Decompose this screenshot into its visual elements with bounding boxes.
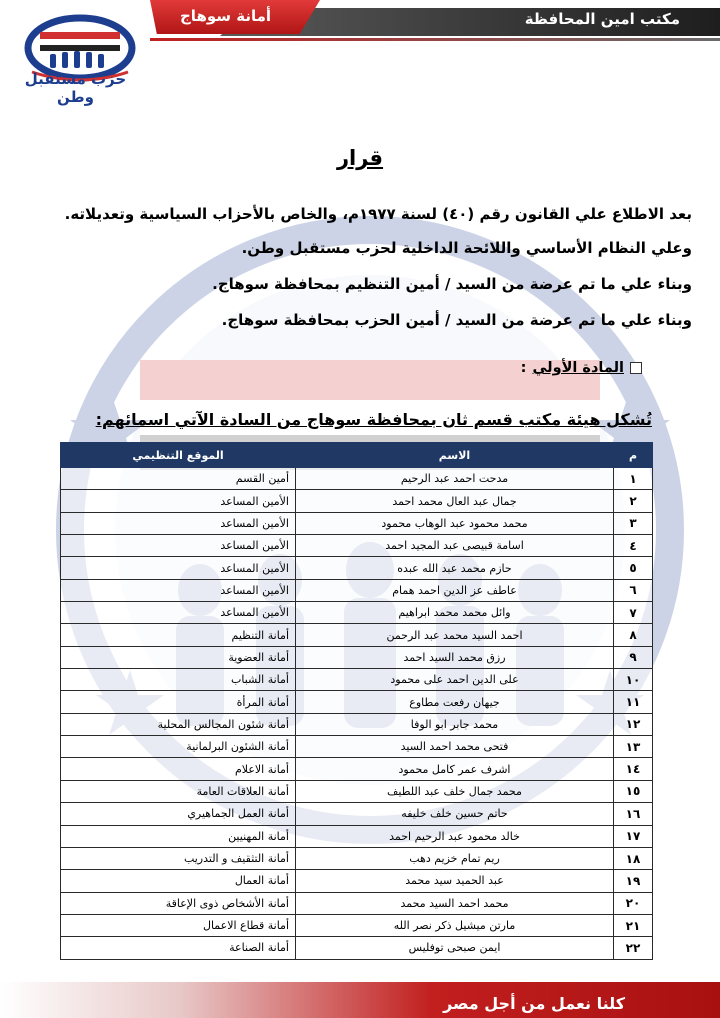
member-name: حازم محمد عبد الله عبده	[296, 557, 614, 579]
member-position: أمانة التنظيم	[61, 624, 296, 646]
row-number: ٢٢	[614, 937, 653, 959]
members-table	[60, 442, 653, 960]
member-position: أمانة الاعلام	[61, 758, 296, 780]
table-row	[61, 691, 653, 713]
row-number: ٢	[614, 490, 653, 512]
preamble-line-2: وعلي النظام الأساسي واللائحة الداخلية لحزب مستقبل وطن.	[241, 239, 692, 257]
row-number: ٧	[614, 602, 653, 624]
row-number: ١٣	[614, 736, 653, 758]
table-row	[61, 847, 653, 869]
member-name: على الدين احمد على محمود	[296, 669, 614, 691]
row-number: ٥	[614, 557, 653, 579]
member-position: أمانة شئون المجالس المحلية	[61, 713, 296, 735]
member-name: حاتم حسين خلف خليفه	[296, 803, 614, 825]
member-name: فتحى محمد احمد السيد	[296, 736, 614, 758]
member-name: مارتن ميشيل ذكر نصر الله	[296, 914, 614, 936]
row-number: ١٥	[614, 780, 653, 802]
members-table-wrap	[60, 442, 653, 960]
table-row	[61, 512, 653, 534]
member-position: أمانة الشباب	[61, 669, 296, 691]
table-row	[61, 713, 653, 735]
article-colon: :	[520, 360, 527, 376]
member-position: أمانة العمال	[61, 870, 296, 892]
table-row	[61, 624, 653, 646]
header-position: الموقع التنظيمي	[61, 443, 296, 468]
member-name: عبد الحميد سيد محمد	[296, 870, 614, 892]
member-position: الأمين المساعد	[61, 512, 296, 534]
row-number: ١٠	[614, 669, 653, 691]
table-row	[61, 602, 653, 624]
checkbox-icon	[630, 362, 642, 374]
row-number: ٤	[614, 535, 653, 557]
preamble-line-1: بعد الاطلاع علي القانون رقم (٤٠) لسنة ١٩٧٧م، والخاص بالأحزاب السياسية وتعديلاته.	[64, 205, 692, 223]
row-number: ٢١	[614, 914, 653, 936]
table-row	[61, 870, 653, 892]
member-position: أمانة الأشخاص ذوى الإعاقة	[61, 892, 296, 914]
member-name: جمال عبد العال محمد احمد	[296, 490, 614, 512]
header-num: م	[614, 443, 653, 468]
row-number: ١١	[614, 691, 653, 713]
member-position: أمانة العمل الجماهيري	[61, 803, 296, 825]
member-position: أمانة المهنيين	[61, 825, 296, 847]
table-row	[61, 557, 653, 579]
decision-intro: تُشكل هيئة مكتب قسم ثان بمحافظة سوهاج من السادة الآتي اسمائهم:	[95, 410, 652, 429]
member-name: محمد جمال خلف عبد اللطيف	[296, 780, 614, 802]
row-number: ١٧	[614, 825, 653, 847]
member-position: أمين القسم	[61, 468, 296, 490]
member-position: أمانة قطاع الاعمال	[61, 914, 296, 936]
header-name: الاسم	[296, 443, 614, 468]
row-number: ١٤	[614, 758, 653, 780]
page-title: قرار	[336, 146, 384, 170]
footer-bar	[0, 982, 720, 1018]
row-number: ٩	[614, 646, 653, 668]
member-name: عاطف عز الدين احمد همام	[296, 579, 614, 601]
member-position: الأمين المساعد	[61, 490, 296, 512]
member-name: رزق محمد السيد احمد	[296, 646, 614, 668]
table-row	[61, 535, 653, 557]
row-number: ٢٠	[614, 892, 653, 914]
table-row	[61, 579, 653, 601]
row-number: ١٢	[614, 713, 653, 735]
member-name: اشرف عمر كامل محمود	[296, 758, 614, 780]
member-position: أمانة الشئون البرلمانية	[61, 736, 296, 758]
member-name: خالد محمود عبد الرحيم احمد	[296, 825, 614, 847]
table-row	[61, 758, 653, 780]
row-number: ١٩	[614, 870, 653, 892]
member-name: محمد احمد السيد محمد	[296, 892, 614, 914]
member-position: الأمين المساعد	[61, 579, 296, 601]
member-position: أمانة الصناعة	[61, 937, 296, 959]
member-name: وائل محمد محمد ابراهيم	[296, 602, 614, 624]
member-name: اسامة قبيصى عبد المجيد احمد	[296, 535, 614, 557]
table-row	[61, 669, 653, 691]
table-row	[61, 780, 653, 802]
article-label: المادة الأولي	[532, 360, 624, 376]
preamble-line-3: وبناء علي ما تم عرضة من السيد / أمين التنظيم بمحافظة سوهاج.	[212, 275, 692, 293]
table-row	[61, 825, 653, 847]
member-position: الأمين المساعد	[61, 602, 296, 624]
table-row	[61, 646, 653, 668]
row-number: ١٦	[614, 803, 653, 825]
table-row	[61, 803, 653, 825]
branch-name: أمانة سوهاج	[180, 7, 272, 25]
party-name: حزب مستقبل وطن	[24, 70, 127, 106]
member-name: ريم تمام خزيم دهب	[296, 847, 614, 869]
member-position: أمانة العلاقات العامة	[61, 780, 296, 802]
row-number: ٦	[614, 579, 653, 601]
table-row	[61, 468, 653, 490]
table-row	[61, 490, 653, 512]
office-title: مكتب امين المحافظة	[524, 10, 680, 28]
member-position: أمانة المرأة	[61, 691, 296, 713]
row-number: ٣	[614, 512, 653, 534]
member-position: الأمين المساعد	[61, 557, 296, 579]
table-header-row	[61, 443, 653, 468]
preamble-line-4: وبناء علي ما تم عرضة من السيد / أمين الحزب بمحافظة سوهاج.	[221, 311, 692, 329]
member-position: أمانة العضوية	[61, 646, 296, 668]
member-name: ايمن صبحى توفليس	[296, 937, 614, 959]
article-heading	[521, 360, 642, 376]
header-divider	[150, 38, 720, 41]
member-position: الأمين المساعد	[61, 535, 296, 557]
member-name: جيهان رفعت مطاوع	[296, 691, 614, 713]
row-number: ٨	[614, 624, 653, 646]
table-row	[61, 937, 653, 959]
member-name: محمد جابر ابو الوفا	[296, 713, 614, 735]
row-number: ١	[614, 468, 653, 490]
member-name: محمد محمود عبد الوهاب محمود	[296, 512, 614, 534]
footer-slogan: كلنا نعمل من أجل مصر	[443, 994, 625, 1013]
row-number: ١٨	[614, 847, 653, 869]
table-row	[61, 892, 653, 914]
member-name: احمد السيد محمد عبد الرحمن	[296, 624, 614, 646]
member-position: أمانة التثقيف و التدريب	[61, 847, 296, 869]
table-row	[61, 736, 653, 758]
table-row	[61, 914, 653, 936]
member-name: مدحت احمد عبد الرحيم	[296, 468, 614, 490]
